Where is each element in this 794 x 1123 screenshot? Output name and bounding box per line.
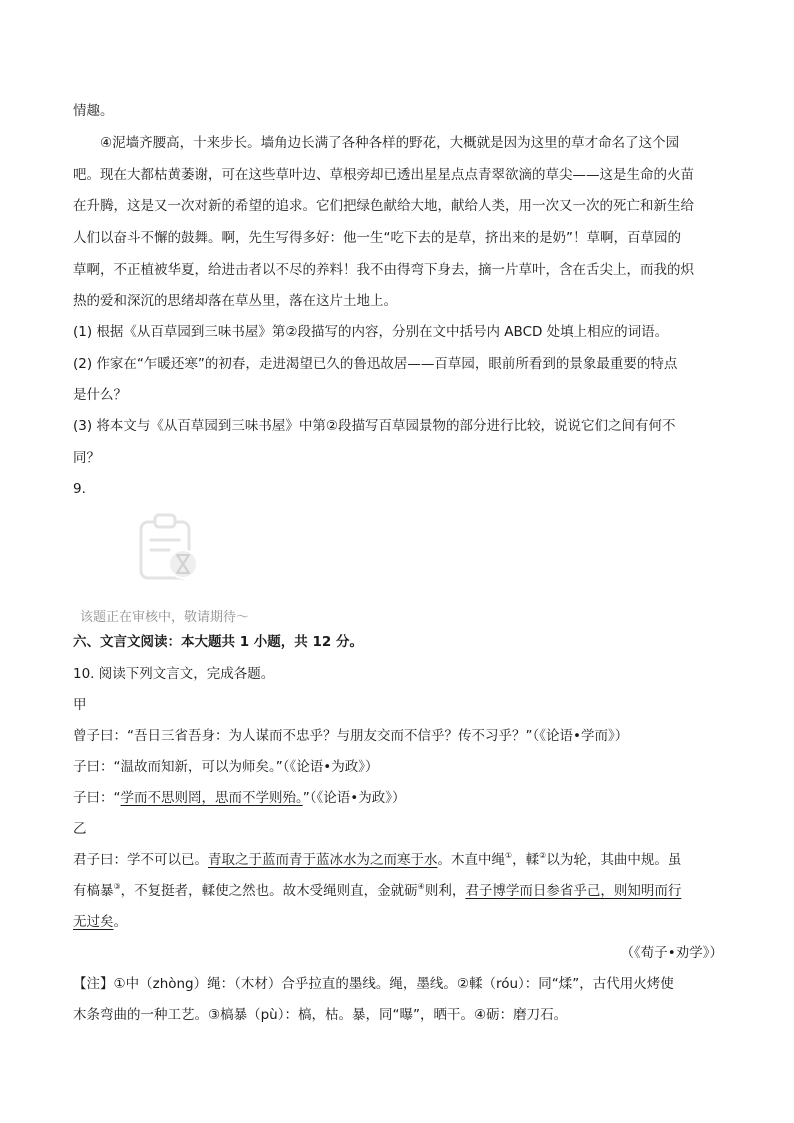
yi-line-3-post: 。 bbox=[113, 914, 127, 930]
yi-line-3 bbox=[73, 913, 127, 931]
underlined-sentence-3: 君子博学而日参省乎己，则知明而行 bbox=[465, 883, 682, 899]
passage-line: 草啊，不正植被华夏，给进击者以不尽的养料！我不由得弯下身去，摘一片草叶，含在舌尖上，而我的炽 bbox=[73, 262, 694, 278]
footnote-mark-4: ④ bbox=[417, 882, 425, 891]
underlined-sentence-3-cont: 无过矣 bbox=[73, 914, 114, 930]
underlined-sentence-2: 青取之于蓝而青于蓝冰水为之而寒于水 bbox=[208, 852, 438, 868]
jia-line-3-post: ”（《论语•为政》） bbox=[302, 790, 406, 806]
section-6-heading: 六、文言文阅读：本大题共 1 小题，共 12 分。 bbox=[73, 634, 363, 650]
yi-line-2-pre: 有槁暴 bbox=[73, 883, 114, 899]
question-3-cont: 同？ bbox=[73, 450, 100, 466]
pending-review-placeholder bbox=[73, 512, 273, 625]
passage-line: 情趣。 bbox=[73, 103, 114, 119]
yi-line-1-mid2: ，輮 bbox=[512, 852, 540, 868]
yi-line-1-post: 以为轮，其曲中规。虽 bbox=[546, 852, 682, 868]
question-9-number: 9. bbox=[73, 481, 86, 497]
question-10-prompt: 10. 阅读下列文言文，完成各题。 bbox=[73, 666, 275, 682]
question-2: (2) 作家在“乍暖还寒”的初春，走进渴望已久的鲁迅故居——百草园，眼前所看到的景象最重要的特点 bbox=[73, 356, 678, 372]
jia-line-3-pre: 子曰：“ bbox=[73, 790, 121, 806]
note-line-2: 木条弯曲的一种工艺。③槁暴（pù）：槁，枯。暴，同“曝”，晒干。④砺：磨刀石。 bbox=[73, 1007, 568, 1023]
passage-line: 在升腾，这是又一次对新的希望的追求。它们把绿色献给大地，献给人类，用一次又一次的死亡和新生给 bbox=[73, 198, 694, 214]
passage-line: 人们以奋斗不懈的鼓舞。啊，先生写得多好：他一生“吃下去的是草，挤出来的是奶”！草啊，百草园的 bbox=[73, 230, 681, 246]
footnote-mark-2: ② bbox=[539, 851, 547, 860]
yi-line-2-mid2: 则利， bbox=[424, 883, 466, 899]
footnote-mark-1: ① bbox=[505, 851, 513, 860]
yi-line-1-mid: 。木直中绳 bbox=[437, 852, 505, 868]
footnote-mark-3: ③ bbox=[113, 882, 121, 891]
source-citation: （《荀子•劝学》） bbox=[620, 945, 723, 961]
yi-line-1 bbox=[73, 851, 681, 869]
passage-yi-label: 乙 bbox=[73, 821, 87, 837]
yi-line-2-mid: ，不复挺者，輮使之然也。故木受绳则直，金就砺 bbox=[120, 883, 418, 899]
question-1: (1) 根据《从百草园到三味书屋》第②段描写的内容，分别在文中括号内 ABCD 处填上相应的词语。 bbox=[73, 324, 669, 340]
yi-line-1-pre: 君子曰：学不可以已。 bbox=[73, 852, 208, 868]
jia-line-2: 子曰：“温故而知新，可以为师矣。”（《论语•为政》） bbox=[73, 759, 379, 775]
yi-line-2 bbox=[73, 882, 681, 900]
passage-jia-label: 甲 bbox=[73, 697, 87, 713]
underlined-sentence-1: 学而不思则罔，思而不学则殆。 bbox=[120, 790, 303, 806]
passage-line: 吧。现在大都枯黄萎谢，可在这些草叶边、草根旁却已透出星星点点青翠欲滴的草尖——这是生命的火苗 bbox=[73, 167, 694, 183]
note-line-1: 【注】①中（zhòng）绳：（木材）合乎拉直的墨线。绳，墨线。②輮（róu）：同“煣”，古代用火烤使 bbox=[73, 976, 674, 992]
passage-line: 热的爱和深沉的思绪却落在草丛里，落在这片土地上。 bbox=[73, 293, 397, 309]
jia-line-1: 曾子曰：“吾日三省吾身：为人谋而不忠乎？与朋友交而不信乎？传不习乎？”（《论语•学而》） bbox=[73, 728, 629, 744]
passage-line: ④泥墙齐腰高，十来步长。墙角边长满了各种各样的野花，大概就是因为这里的草才命名了这个园 bbox=[100, 135, 680, 151]
question-3: (3) 将本文与《从百草园到三味书屋》中第②段描写百草园景物的部分进行比较，说说它们之间有何不 bbox=[73, 418, 676, 434]
pending-review-text: 该题正在审核中，敬请期待～ bbox=[80, 610, 250, 625]
clipboard-hourglass-icon bbox=[135, 512, 205, 582]
jia-line-3 bbox=[73, 789, 405, 807]
question-2-cont: 是什么？ bbox=[73, 387, 127, 403]
